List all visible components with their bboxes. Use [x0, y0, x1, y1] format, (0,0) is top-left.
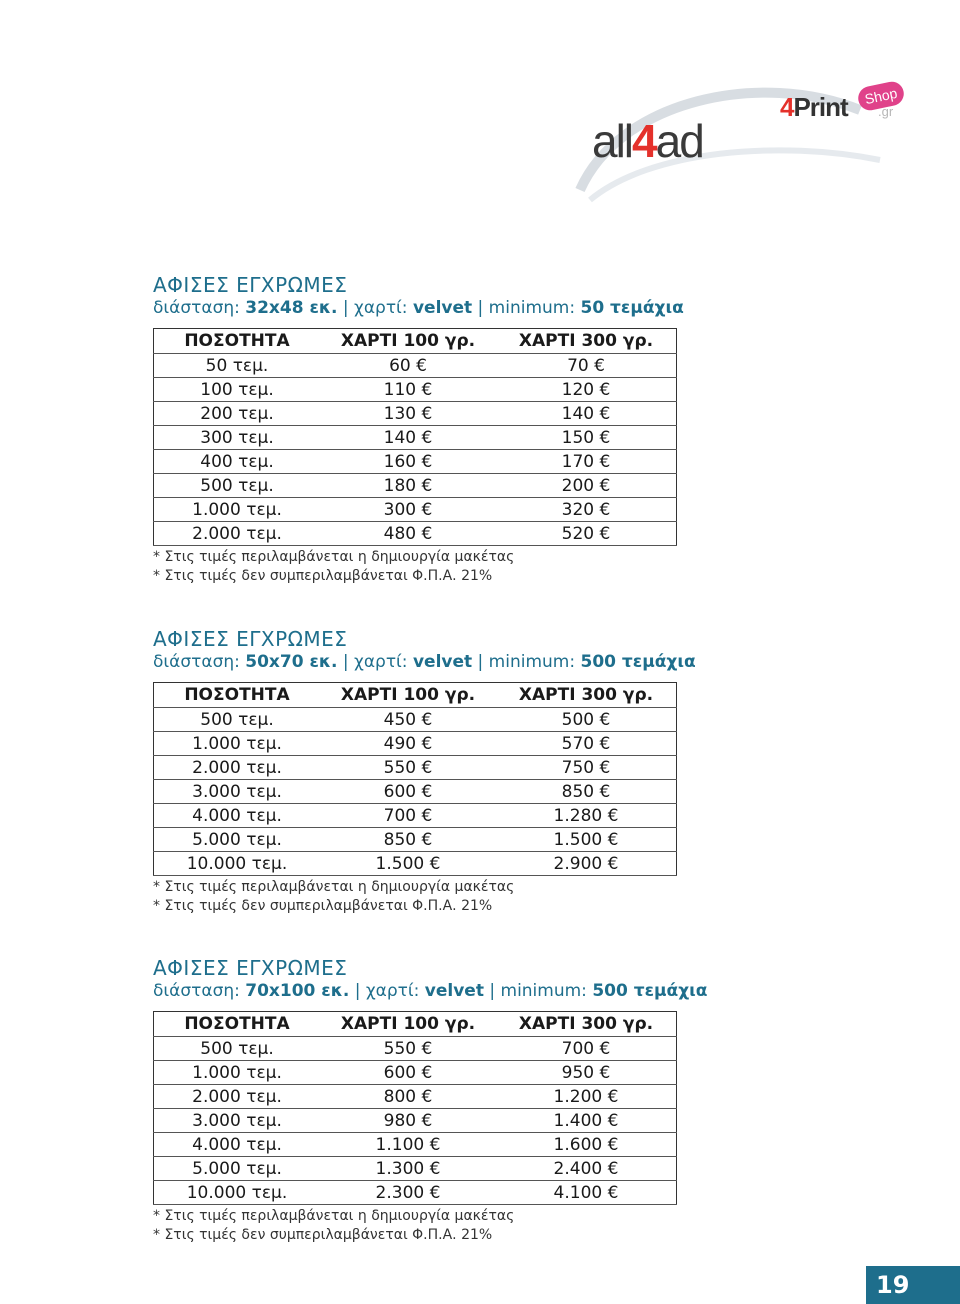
gr-tag: .gr: [878, 104, 894, 119]
table-header-row: [154, 1012, 677, 1037]
col-quantity: ΠΟΣΟΤΗΤΑ: [154, 683, 321, 708]
col-quantity: ΠΟΣΟΤΗΤΑ: [154, 1012, 321, 1037]
table-row: 5.000 τεμ. 1.300 € 2.400 €: [154, 1157, 677, 1181]
table-row: 5.000 τεμ. 850 € 1.500 €: [154, 828, 677, 852]
col-paper-100: ΧΑΡΤΙ 100 γρ.: [320, 683, 496, 708]
table-row: 10.000 τεμ. 2.300 € 4.100 €: [154, 1181, 677, 1205]
table-row: 200 τεμ. 130 € 140 €: [154, 402, 677, 426]
section-32x48: [153, 274, 813, 586]
col-paper-300: ΧΑΡΤΙ 300 γρ.: [496, 1012, 677, 1037]
table-row: 500 τεμ. 450 € 500 €: [154, 708, 677, 732]
table-row: 1.000 τεμ. 490 € 570 €: [154, 732, 677, 756]
table-row: 50 τεμ. 60 € 70 €: [154, 354, 677, 378]
note-design: * Στις τιμές περιλαμβάνεται η δημιουργία μακέτας: [153, 1208, 515, 1224]
col-quantity: ΠΟΣΟΤΗΤΑ: [154, 329, 321, 354]
table-row: 3.000 τεμ. 600 € 850 €: [154, 780, 677, 804]
price-table: [153, 1011, 677, 1205]
section-title: ΑΦΙΣΕΣ ΕΓΧΡΩΜΕΣ: [153, 956, 348, 980]
section-50x70: [153, 628, 813, 916]
4print-logo: 4Print: [780, 92, 848, 122]
section-title: ΑΦΙΣΕΣ ΕΓΧΡΩΜΕΣ: [153, 273, 348, 297]
table-header-row: [154, 683, 677, 708]
col-paper-100: ΧΑΡΤΙ 100 γρ.: [320, 1012, 496, 1037]
table-row: 2.000 τεμ. 480 € 520 €: [154, 522, 677, 546]
table-row: 1.000 τεμ. 300 € 320 €: [154, 498, 677, 522]
all4ad-logo: all4ad: [592, 115, 703, 167]
table-header-row: [154, 329, 677, 354]
table-row: 4.000 τεμ. 700 € 1.280 €: [154, 804, 677, 828]
price-table: [153, 328, 677, 546]
price-table: [153, 682, 677, 876]
note-vat: * Στις τιμές δεν συμπεριλαμβάνεται Φ.Π.Α. 21%: [153, 1227, 493, 1243]
table-row: 300 τεμ. 140 € 150 €: [154, 426, 677, 450]
table-row: 4.000 τεμ. 1.100 € 1.600 €: [154, 1133, 677, 1157]
section-specs: διάσταση: 32x48 εκ. | χαρτί: velvet | minimum: 50 τεμάχια: [153, 298, 684, 318]
col-paper-100: ΧΑΡΤΙ 100 γρ.: [320, 329, 496, 354]
table-row: 2.000 τεμ. 800 € 1.200 €: [154, 1085, 677, 1109]
table-row: 1.000 τεμ. 600 € 950 €: [154, 1061, 677, 1085]
section-70x100: [153, 957, 813, 1245]
col-paper-300: ΧΑΡΤΙ 300 γρ.: [496, 329, 677, 354]
table-row: 3.000 τεμ. 980 € 1.400 €: [154, 1109, 677, 1133]
note-vat: * Στις τιμές δεν συμπεριλαμβάνεται Φ.Π.Α. 21%: [153, 898, 493, 914]
table-row: 10.000 τεμ. 1.500 € 2.900 €: [154, 852, 677, 876]
section-specs: διάσταση: 50x70 εκ. | χαρτί: velvet | minimum: 500 τεμάχια: [153, 652, 696, 672]
table-row: 400 τεμ. 160 € 170 €: [154, 450, 677, 474]
section-title: ΑΦΙΣΕΣ ΕΓΧΡΩΜΕΣ: [153, 627, 348, 651]
note-design: * Στις τιμές περιλαμβάνεται η δημιουργία μακέτας: [153, 879, 515, 895]
note-vat: * Στις τιμές δεν συμπεριλαμβάνεται Φ.Π.Α. 21%: [153, 568, 493, 584]
page-number: 19: [866, 1266, 960, 1304]
shop-badge: Shop: [856, 79, 906, 112]
table-row: 2.000 τεμ. 550 € 750 €: [154, 756, 677, 780]
table-row: 500 τεμ. 550 € 700 €: [154, 1037, 677, 1061]
table-row: 500 τεμ. 180 € 200 €: [154, 474, 677, 498]
note-design: * Στις τιμές περιλαμβάνεται η δημιουργία μακέτας: [153, 549, 515, 565]
col-paper-300: ΧΑΡΤΙ 300 γρ.: [496, 683, 677, 708]
table-row: 100 τεμ. 110 € 120 €: [154, 378, 677, 402]
section-specs: διάσταση: 70x100 εκ. | χαρτί: velvet | minimum: 500 τεμάχια: [153, 981, 708, 1001]
